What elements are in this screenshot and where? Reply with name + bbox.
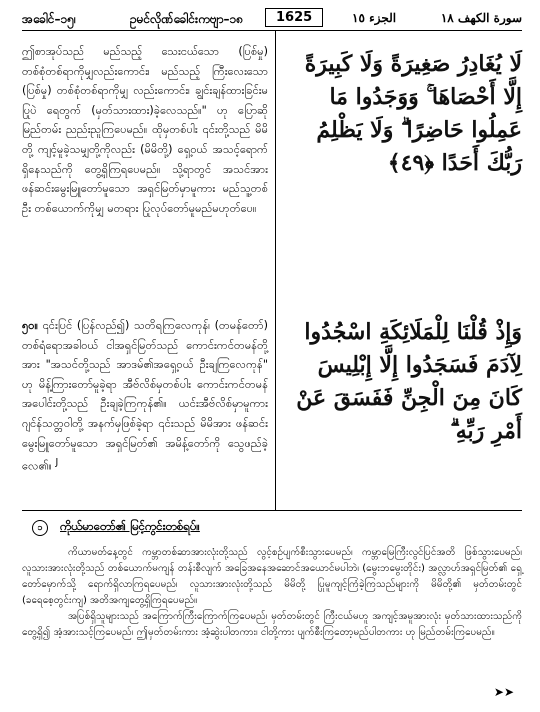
column-divider — [275, 30, 276, 510]
header-surah-myanmar: ဥမင်လိုဏ်ခေါင်းကဗျာ–၁၈ — [130, 12, 244, 26]
header-surah-arabic: سورة الكهف ١٨ — [440, 11, 522, 25]
verse-number: ၅၀။ — [22, 319, 38, 332]
footnote-title: ကိုယ်မာတော်၏ မြင့်ကွင်းတစ်ရပ်။ — [60, 519, 200, 533]
header-chapter-label: အခေါင်–၁၅၊ — [22, 12, 76, 26]
page-number: 1625 — [265, 8, 323, 27]
footnote-paragraph-1: ကိယာမတ်နေ့တွင် ကမ္ဘာတစ်ဆာအားလုံးတို့သည် လွင့်စဉ်ပျက်စီးသွားပေမည်၊ ကမ္ဘာမြေကြီးလွင်ပြင်အတိ ဖြစ်သွားပေမည်၊ လူသားအားလုံးတို့သည် တစ်ယောက်မကျန် တန်းစီလျက် အခြေအနေအဆောင်အယောင်မပါဘဲ၊ (မွေးဘမွေးတိုင်း) အလ္လာဟ်အရှင်မြတ်၏ ရှေ့တော်မှောက်သို့ ရောက်ရှိလာကြရပေမည်၊ လူသားအားလုံးတို့သည် မိမိတို့ ပြုမူကျင့်ကြံခဲ့ကြသည်များကို မိမိတို့၏ မှတ်တမ်းတွင် (ခရေစေ့တွင်းကျ) အတိအကျတွေ့ရှိကြရပေမည်။ — [22, 547, 522, 606]
quran-page — [22, 8, 522, 704]
header-juz-arabic: الجزء ١٥ — [352, 11, 397, 25]
translation-text-1: ဤစာအုပ်သည် မည်သည့် သေးငယ်သော (ပြစ်မှု) တစ်စုံတစ်ရာကိုမျှလည်းကောင်း၊ မည်သည့် ကြီးလေးသော (ပြစ်မှု) တစ်စုံတစ်ရာကိုမျှ လည်းကောင်း၊ ချွင်းချန်ထားခြင်းမပြုပဲ ရေတွက် (မှတ်သားထား)ခဲ့လေသည်။" ဟု ပြောဆိုမြည်တမ်း ညည်းညူကြပေမည်။ ထိုမှတစ်ပါး ၎င်းတို့သည် မိမိတို့ ကျင့်မူခဲ့သမျှတို့ကိုလည်း (မိမိတို့) ရှေ့ဝယ် အသင့်ရောက်ရှိနေသည်ကို တွေ့ရှိကြရပေမည်။ သို့ရာတွင် အသင်အား ဖန်ဆင်းမွေးမြူတော်မူသော အရှင်မြတ်မှာမူကား မည်သူ့တစ်ဦး တစ်ယောက်ကိုမျှ မတရား ပြုလုပ်တော်မူမည်မဟုတ်ပေ။ — [22, 45, 268, 215]
page-header — [22, 8, 522, 31]
footnote-body — [22, 545, 522, 641]
translation-block-1 — [22, 42, 268, 218]
footnote-marker[interactable]: J — [55, 457, 59, 469]
continue-arrows-icon: ➤➤ — [493, 685, 514, 699]
footnote-paragraph-2: အပြစ်ရှိသူများသည် အကြောက်ကြီးကြောက်ကြပေမည်၊ မှတ်တမ်းတွင် ကြီးငယ်မဟူ အကျင့်အမူအားလုံး မှတ်သားထားသည်ကို တွေ့ရှိ၍ အံ့အားသင့်ကြပေမည်၊ ဤမှတ်တမ်းကား အံ့ဆွဲးပါတကား၊ ငါတို့ကား ပျက်စီးကြတော့မည်ပါတကား ဟု မြည်တမ်းကြပေမည်။ — [22, 611, 522, 638]
arabic-verse-49: لَا يُغَادِرُ صَغِيرَةً وَلَا كَبِيرَةً إِلَّا أَحْصَاهَا ۚ وَوَجَدُوا مَا عَمِلُوا حَاضِرًا ۗ وَلَا يَظْلِمُ رَبُّكَ أَحَدًا ﴿٤٩﴾ — [304, 51, 522, 176]
translation-text-2: ၎င်းပြင် (ပြန်လည်၍) သတိရကြလေကုန်၊ (တမန်တော်) တစ်ရံရောအခါဝယ် ငါအရှင်မြတ်သည် ကောင်းကင်တမန်တို့အား "အသင်တို့သည် အာဒမ်၏အရှေ့ဝယ် ဦးချကြလေကုန်" ဟု မိန့်ကြားတော်မူခဲ့ရာ အီဗ်လိစ်မှတစ်ပါး ကောင်းကင်တမန်အပေါင်းတို့သည် ဦးချခဲ့ကြကုန်၏။ ယင်းအီဗ်လိစ်မှာမူကား ဂျင်န်သတ္တဝါတို့ အနက်မှဖြစ်ခဲ့ရာ ၎င်းသည် မိမိအား ဖန်ဆင်းမွေးမြူတော်မူသော အရှင်မြတ်၏ အမိန့်တော်ကို သွေဖည်ခဲ့လေ၏။ — [22, 319, 268, 473]
translation-block-2 — [22, 316, 268, 476]
footnote-heading — [32, 519, 200, 536]
footnote-section — [22, 510, 522, 703]
arabic-verse-50: وَإِذْ قُلْنَا لِلْمَلَائِكَةِ اسْجُدُوا لِآدَمَ فَسَجَدُوا إِلَّا إِبْلِيسَ كَانَ مِنَ الْجِنِّ فَفَسَقَ عَنْ أَمْرِ رَبِّهِ ۗ — [296, 319, 522, 444]
footnote-number: ၁ — [32, 520, 48, 536]
